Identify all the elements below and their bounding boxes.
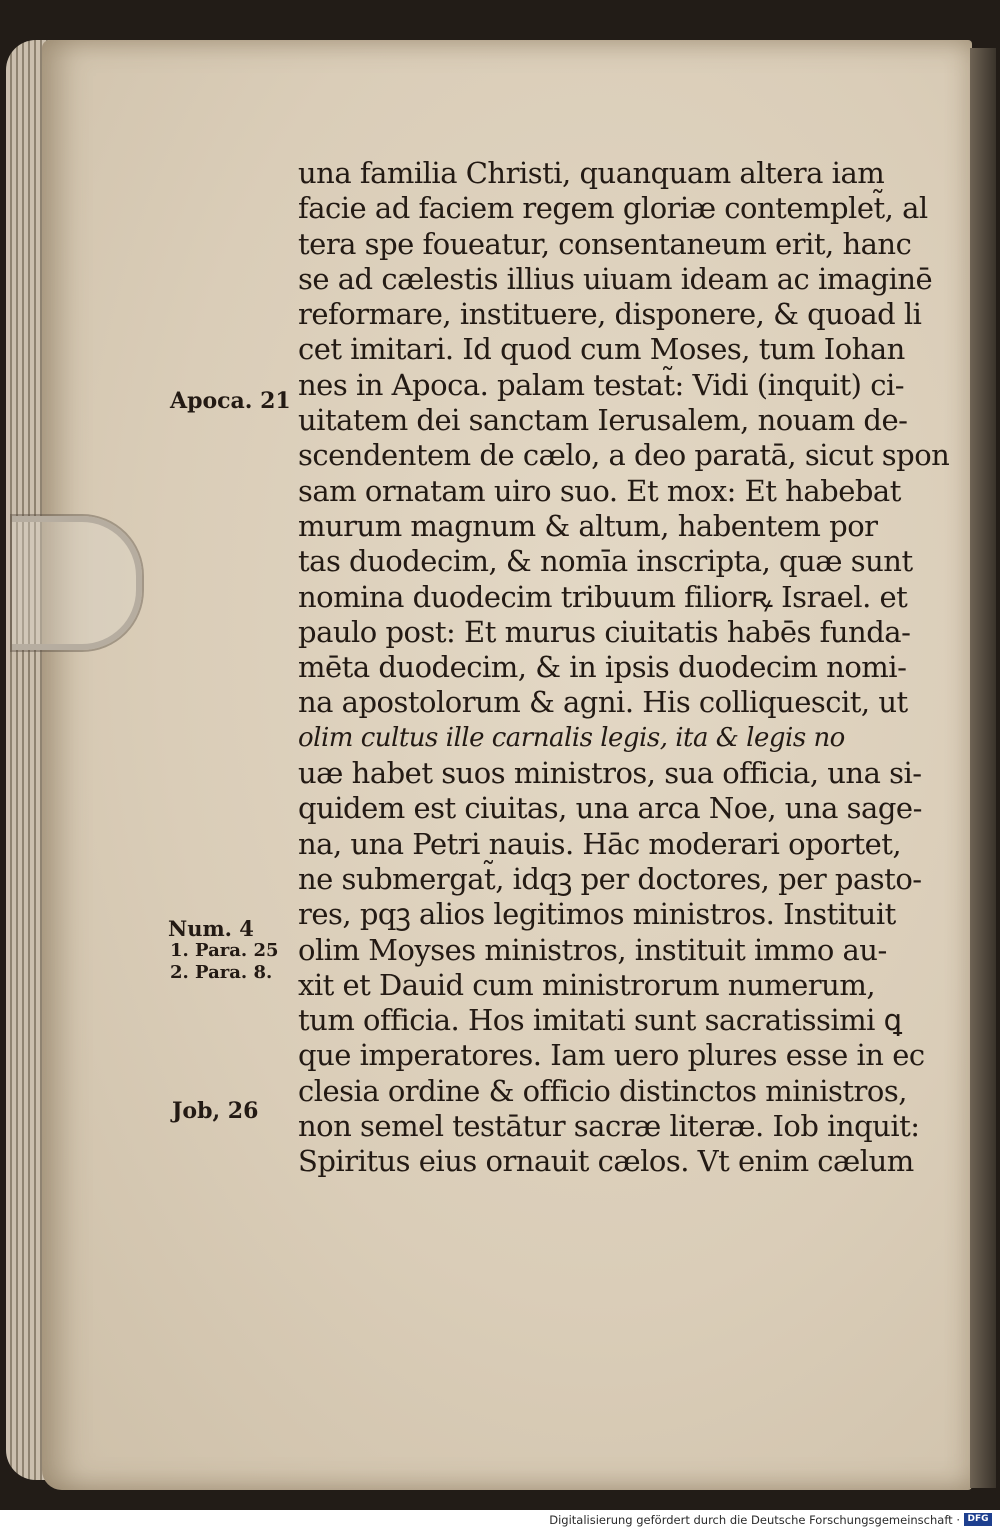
text-line: que imperatores. Iam uero plures esse in ec — [298, 1038, 925, 1073]
text-line: scendentem de cælo, a deo paratā, sicut spon — [298, 438, 950, 473]
text-line: res, pqꝫ alios legitimos ministros. Instituit — [298, 897, 896, 932]
footer-credit: Digitalisierung gefördert durch die Deutsche Forschungsgemeinschaft · — [549, 1513, 960, 1527]
text-line: reformare, instituere, disponere, & quoad li — [298, 297, 922, 332]
margin-note-num: Num. 4 — [168, 916, 254, 941]
text-line: nes in Apoca. palam testat̃: Vidi (inquit) ci- — [298, 367, 905, 402]
text-line: uæ habet suos ministros, sua officia, una si- — [298, 756, 922, 791]
text-line: una familia Christi, quanquam altera iam — [298, 156, 885, 190]
text-line: xit et Dauid cum ministrorum numerum, — [298, 967, 876, 1002]
page-clip — [12, 516, 142, 650]
text-line: paulo post: Et murus ciuitatis habēs funda- — [298, 614, 911, 649]
text-line: na, una Petri nauis. Hāc moderari oportet, — [298, 826, 902, 861]
text-line: olim Moyses ministros, instituit immo au- — [298, 932, 887, 967]
text-line: cet imitari. Id quod cum Moses, tum Iohan — [298, 332, 905, 367]
text-line: clesia ordine & officio distinctos ministros, — [298, 1073, 907, 1108]
text-line: ne submergat̃, idqꝫ per doctores, per pasto- — [298, 861, 922, 896]
text-line: sam ornatam uiro suo. Et mox: Et habebat — [298, 473, 901, 508]
text-line: uitatem dei sanctam Ierusalem, nouam de- — [298, 403, 908, 438]
footer-bar — [0, 1510, 1000, 1530]
margin-note-para2: 2. Para. 8. — [170, 962, 273, 983]
text-line: quidem est ciuitas, una arca Noe, una sage- — [298, 791, 922, 826]
text-line: tera spe foueatur, consentaneum erit, hanc — [298, 226, 912, 261]
margin-note-apoca: Apoca. 21 — [170, 388, 291, 414]
text-line: nomina duodecim tribuum filiorꝶ Israel. et — [298, 579, 908, 614]
text-line: murum magnum & altum, habentem por — [298, 508, 878, 543]
text-line: Spiritus eius ornauit cælos. Vt enim cælum — [298, 1144, 914, 1179]
text-line: olim cultus ille carnalis legis, ita & legis no — [298, 722, 845, 753]
margin-note-job: Job, 26 — [172, 1098, 259, 1124]
text-line: se ad cælestis illius uiuam ideam ac imaginē — [298, 261, 933, 296]
text-line: tum officia. Hos imitati sunt sacratissimi ꝗ — [298, 1003, 902, 1038]
text-line: facie ad faciem regem gloriæ contemplet̃, al — [298, 191, 928, 226]
dfg-logo: DFG — [964, 1513, 992, 1526]
body-text — [298, 156, 950, 1180]
text-line: mēta duodecim, & in ipsis duodecim nomi- — [298, 650, 907, 685]
text-line: na apostolorum & agni. His colliquescit, ut — [298, 685, 908, 720]
text-line: non semel testātur sacræ literæ. Iob inquit: — [298, 1109, 920, 1144]
text-line: tas duodecim, & nomīa inscripta, quæ sunt — [298, 544, 913, 579]
page-right-edge — [970, 48, 996, 1488]
margin-note-para1: 1. Para. 25 — [170, 940, 279, 961]
